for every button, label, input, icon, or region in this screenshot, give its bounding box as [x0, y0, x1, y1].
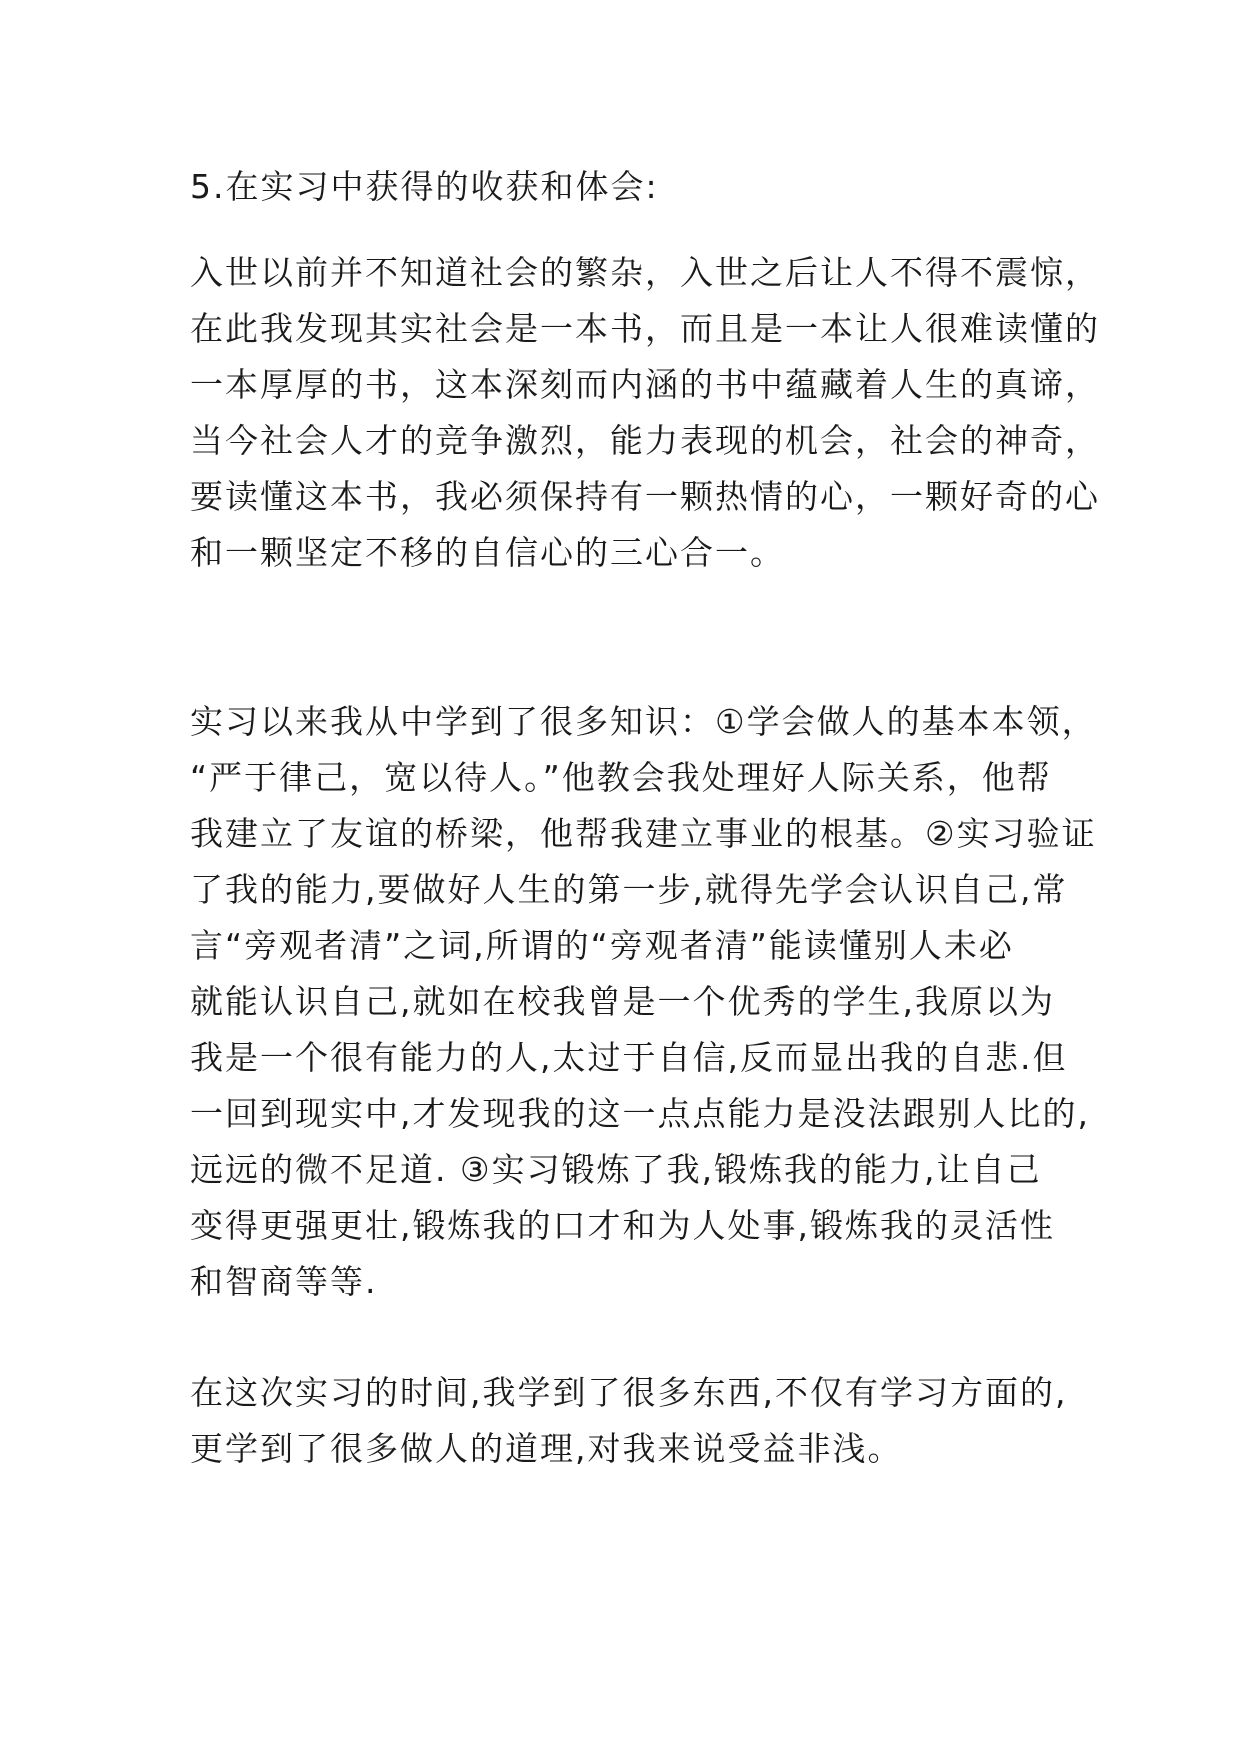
paragraph-line: 了我的能力,要做好人生的第一步,就得先学会认识自己,常: [190, 870, 1068, 909]
paragraph-line: 我建立了友谊的桥梁，他帮我建立事业的根基。②实习验证: [190, 814, 1097, 853]
paragraph-line: 更学到了很多做人的道理,对我来说受益非浅。: [190, 1429, 903, 1468]
paragraph-line: 言“旁观者清”之词,所谓的“旁观者清”能读懂别人未必: [190, 926, 1014, 965]
paragraph-line: 一回到现实中,才发现我的这一点点能力是没法跟别人比的,: [190, 1094, 1090, 1133]
paragraph-line: 要读懂这本书，我必须保持有一颗热情的心，一颗好奇的心: [190, 477, 1100, 516]
paragraph-line: 在这次实习的时间,我学到了很多东西,不仅有学习方面的,: [190, 1373, 1068, 1412]
paragraph-line: 变得更强更壮,锻炼我的口才和为人处事,锻炼我的灵活性: [190, 1206, 1055, 1245]
paragraph-line: 和一颗坚定不移的自信心的三心合一。: [190, 533, 785, 572]
paragraph-line: 就能认识自己,就如在校我曾是一个优秀的学生,我原以为: [190, 982, 1055, 1021]
paragraph-line: 我是一个很有能力的人,太过于自信,反而显出我的自悲.但: [190, 1038, 1068, 1077]
section-heading: 5.在实习中获得的收获和体会:: [190, 167, 659, 206]
paragraph-line: 当今社会人才的竞争激烈，能力表现的机会，社会的神奇，: [190, 421, 1100, 460]
paragraph-line: 在此我发现其实社会是一本书，而且是一本让人很难读懂的: [190, 309, 1100, 348]
paragraph-line: 实习以来我从中学到了很多知识：①学会做人的基本本领，: [190, 702, 1097, 741]
paragraph-line: 和智商等等.: [190, 1262, 378, 1301]
paragraph-line: 一本厚厚的书，这本深刻而内涵的书中蕴藏着人生的真谛，: [190, 365, 1100, 404]
paragraph-line: “严于律己，宽以待人。”他教会我处理好人际关系，他帮: [190, 758, 1052, 797]
paragraph-line: 入世以前并不知道社会的繁杂，入世之后让人不得不震惊，: [190, 253, 1100, 292]
paragraph-line: 远远的微不足道. ③实习锻炼了我,锻炼我的能力,让自己: [190, 1150, 1042, 1189]
